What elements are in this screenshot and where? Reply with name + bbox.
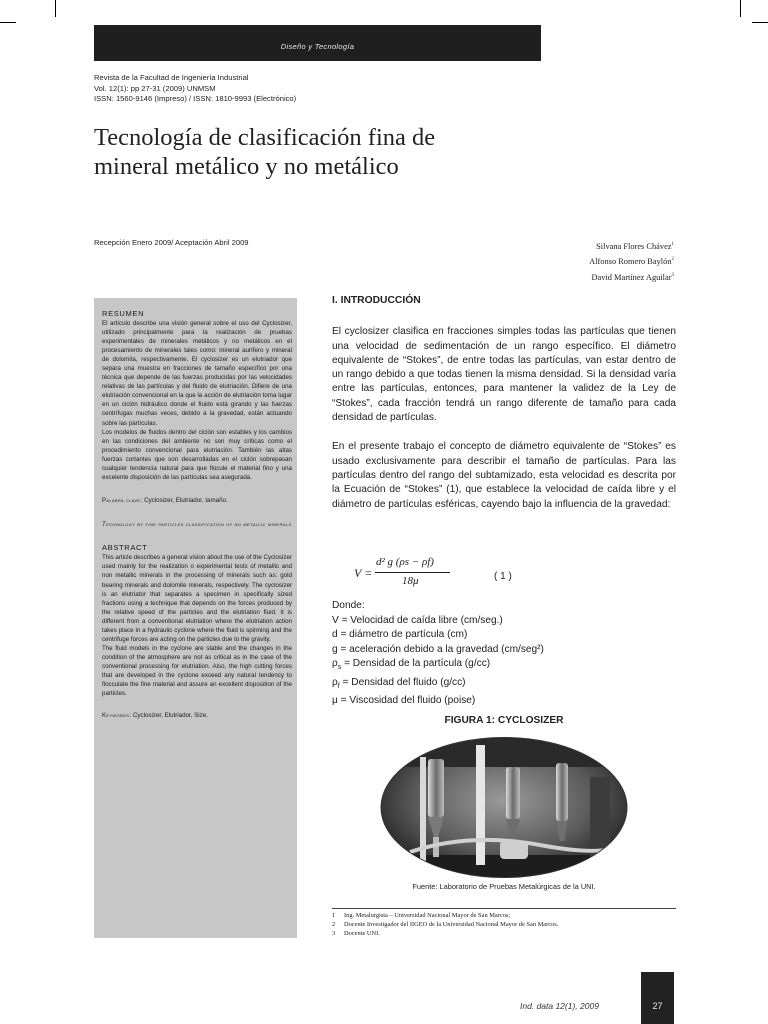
body-column [332,294,676,512]
crop-mark [0,22,16,23]
footnote: 1 Ing. Metalurgista – Universidad Nacional Mayor de San Marcos; [332,912,511,919]
palabra-clave [102,496,292,505]
definitions-intro: Donde: [332,600,365,611]
author: Silvana Flores Chávez$^1$ [596,241,674,251]
footnote: 2 Docente Investigador del IIGEO de la Universidad Nacional Mayor de San Marcos. [332,921,559,928]
definition-g: g = aceleración debido a la gravedad (cm/seg²) [332,643,544,655]
equation-numerator: d² g (ρs − ρf) [376,556,434,568]
body-paragraph: En el presente trabajo el concepto de diámetro equivalente de “Stokes” es usado exclusivamente para describir el tamaño de partículas. Para las partículas dentro del rango del subtamizado, esta velocidad es descrita por la Ecuación de “Stokes” (1), que establece la velocidad de caída libre y el diámetro de partículas esféricas, cayendo bajo la influencia de la gravedad: [332,441,676,510]
definition-mu: μ = Viscosidad del fluido (poise) [332,695,476,707]
body-paragraph: El cyclosizer clasifica en fracciones simples todas las partículas que tienen una velocidad de sedimentación de un rango específico. El diámetro equivalente de “Stokes”, de entre todas las partículas, van estar dentro de un rango debido a que todas tienen la misma densidad. Si la densidad varía entre las partículas, entonces, para mantener la validez de la Ley de “Stokes”, cada fracción tendrá un rango diferente de tamaño para cada densidad de partículas. [332,326,676,424]
resumen-heading: RESUMEN [102,309,145,318]
definition-rho-f: $\rho_f$ = Densidad del fluido (g/cc) [332,676,466,690]
footnotes [332,908,676,938]
equation-denominator: 18μ [402,575,419,587]
footer-citation: Ind. data 12(1), 2009 [520,1001,599,1011]
journal-issn: ISSN: 1560-9146 (Impreso) / ISSN: 1810-9993 (Electrónico) [94,94,297,103]
abstract-heading: ABSTRACT [102,543,148,553]
page-title [94,123,435,181]
journal-name: Revista de la Facultad de Ingeniería Industrial [94,73,249,82]
abstract-paragraph: This article describes a general vision about the use of the Cyclosizer used mainly for the realization o experimental tests of metallic and non metallic minerals in the processing of minerals such as: gold bearing minerals and dolomite minerals, respectively. The cyclosizer is an elutriator that separates a specimen in specifically sized fractions using a technique that depends on the forces produced by the relative speed of the particles and the elutriation fluid. It is different from a conventional elutriation where the elutriation action takes place in a hydraulic cyclone where the fluid is spinning and the centrifuge forces are acting on the particles due to the gravity. [102,554,292,643]
fraction-line [375,572,450,573]
figure-caption: Fuente: Laboratorio de Pruebas Metalúrgicas de la UNI. [412,882,596,891]
palabra-clave-value: Cyclosizer, Elutriador, tamaño. [144,496,228,504]
page-number-box [641,972,674,1024]
title-line-2: mineral metálico y no metálico [94,153,399,180]
section-header-label: Diseño y Tecnología [280,42,355,51]
cyclosizer-photo [380,737,628,878]
journal-volume: Vol. 12(1): pp 27-31 (2009) UNMSM [94,83,216,93]
reception-dates: Recepción Enero 2009/ Aceptación Abril 2009 [94,238,249,247]
author: David Martínez Aguilar$^3$ [591,272,674,282]
section-header-bar [94,25,541,61]
abstract-box [94,298,297,938]
section-title: I. INTRODUCCIÓN [332,295,421,306]
keywords-value: Cyclosizer, Elutriador, Size. [132,712,208,720]
crop-mark [55,0,56,17]
equation-lhs: V = [354,566,373,580]
page-number: 27 [652,1001,663,1011]
english-title: Technology by fine particles classification of no metallic minerals [102,521,292,528]
definition-v: V = Velocidad de caída libre (cm/seg.) [332,614,503,626]
title-line-1: Tecnología de clasificación fina de [94,124,436,151]
journal-info [94,73,296,105]
figure-title: FIGURA 1: CYCLOSIZER [444,715,564,726]
keywords [102,711,292,720]
footnote: 3 Docente UNI. [332,930,380,937]
author-list [589,238,674,284]
resumen-paragraph: Los modelos de fluidos dentro del ciclón son estables y los cambios en las condiciones del ambiente no son muy críticas como el procedimiento convencional para elutriación. También las altas fuerzas cortantes que son desarrolladas en el ciclón sobrepasan cualquier tendencia natural para que flocule el material fino y una excelente disposición de las partículas sea asegurada. [102,428,292,481]
definition-rho-s: $\rho_s$ = Densidad de la partícula (g/cc) [332,658,491,672]
crop-mark [740,0,741,17]
equation-number: ( 1 ) [494,571,512,582]
crop-mark [752,22,768,23]
palabra-clave-label: Palabra clave: [102,496,143,504]
abstract-paragraph: The fluid models in the cyclone are stable and the changes in the condition of the atmosphere are not as critical as in the case of the conventional processing for elutriation. Also, the high cutting forces that are developed in the cyclone exceed any natural tendency to flocculate the fine material and assure an excellent disposition of the particles. [102,644,292,698]
resumen-paragraph: El artículo describe una visión general sobre el uso del Cyclosizer, utilizado principalmente para la realización de pruebas experimentales de minerales metálicos y no metálicos en el procesamiento de minerales tales como: mineral aurífero y mineral de dolomita, respectivamente. El cyclosizer es un elutriador que separa una muestra en fracciones de tamaño específico por una técnica que depende de las fuerzas producidas por las velocidades relativas de las partículas y del fluido de elutriación. Difiere de una elutriación convencional en la que la acción de elutriación toma lugar en un ciclón hidráulico donde el fluido está girando y las fuerzas centrífugas muchas veces, debido a la gravedad, están actuando sobre las partículas. [102,320,292,427]
variable-definitions [332,599,676,709]
author: Alfonso Romero Baylón$^2$ [589,257,674,267]
keywords-label: Keywords: [102,712,132,720]
definition-d: d = diámetro de partícula (cm) [332,629,468,640]
